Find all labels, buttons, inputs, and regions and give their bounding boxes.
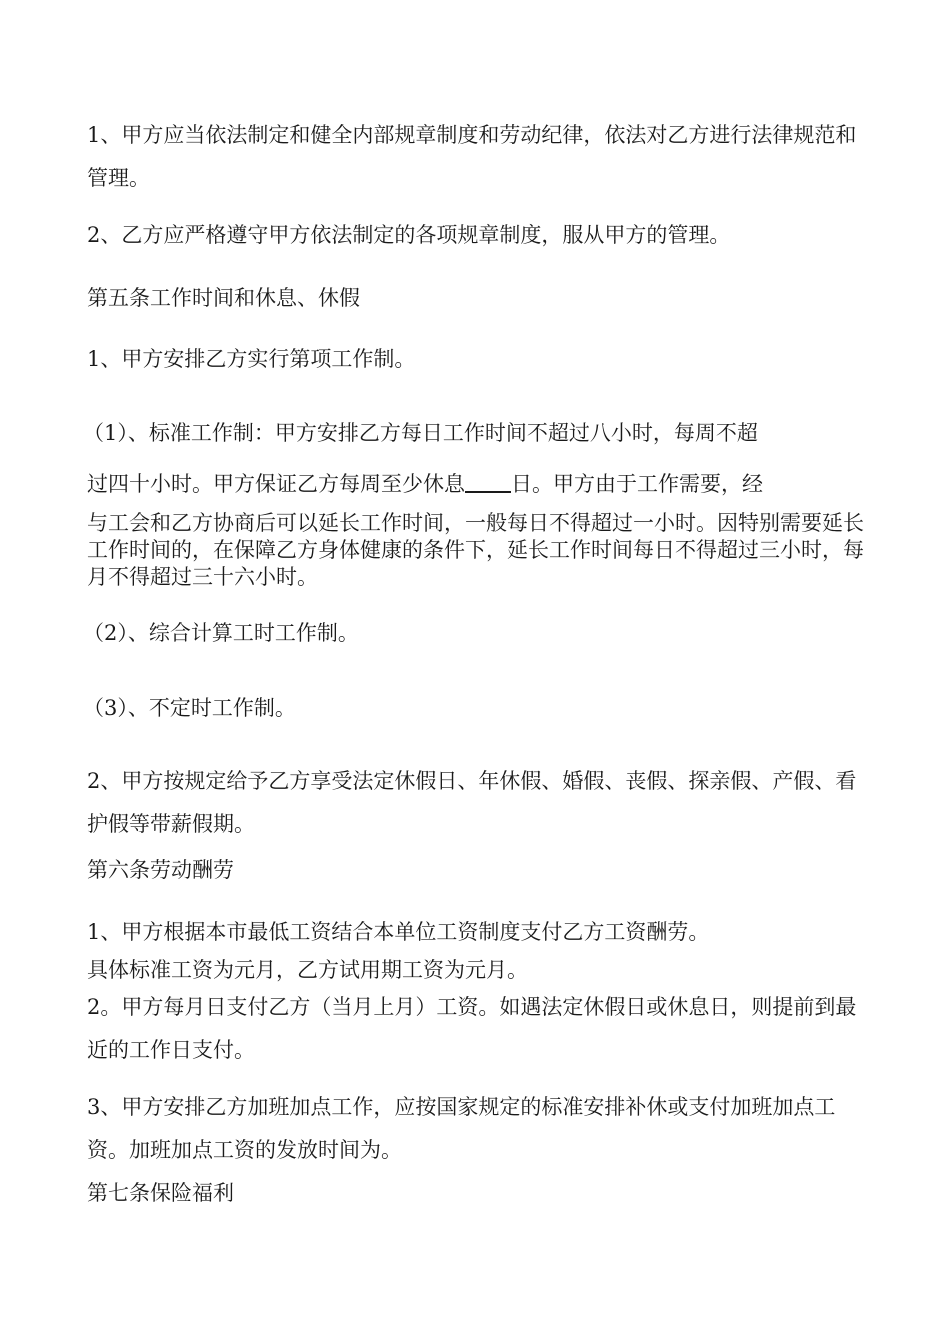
paragraph-comprehensive-hours: （2）、综合计算工时工作制。 <box>83 621 359 645</box>
paragraph-minimum-wage: 1、甲方根据本市最低工资结合本单位工资制度支付乙方工资酬劳。 <box>87 920 710 944</box>
paragraph-paid-leave: 2、甲方按规定给予乙方享受法定休假日、年休假、婚假、丧假、探亲假、产假、看护假等带薪假期。 <box>87 769 857 836</box>
rest-days-blank <box>465 469 511 493</box>
paragraph-work-system: 1、甲方安排乙方实行第项工作制。 <box>87 347 416 371</box>
paragraph-rules-employee: 2、乙方应严格遵守甲方依法制定的各项规章制度，服从甲方的管理。 <box>87 223 731 247</box>
paragraph-overtime-limits: 与工会和乙方协商后可以延长工作时间，一般每日不得超过一小时。因特别需要延长工作时间的，在保障乙方身体健康的条件下，延长工作时间每日不得超过三小时，每月不得超过三十六小时。 <box>87 511 864 589</box>
text-rest-prefix: 过四十小时。甲方保证乙方每周至少休息 <box>87 472 465 496</box>
section-heading-insurance: 第七条保险福利 <box>87 1181 234 1205</box>
paragraph-overtime-pay: 3、甲方安排乙方加班加点工作，应按国家规定的标准安排补休或支付加班加点工资。加班加点工资的发放时间为。 <box>87 1095 836 1162</box>
paragraph-standard-wage: 具体标准工资为元月，乙方试用期工资为元月。 <box>87 958 528 982</box>
section-heading-remuneration: 第六条劳动酬劳 <box>87 858 234 882</box>
paragraph-standard-hours-line1: （1）、标准工作制：甲方安排乙方每日工作时间不超过八小时，每周不超 <box>83 421 758 445</box>
paragraph-rules-employer: 1、甲方应当依法制定和健全内部规章制度和劳动纪律，依法对乙方进行法律规范和管理。 <box>87 123 857 190</box>
paragraph-payday: 2。甲方每月日支付乙方（当月上月）工资。如遇法定休假日或休息日，则提前到最近的工作日支付。 <box>87 995 857 1062</box>
paragraph-flexible-hours: （3）、不定时工作制。 <box>83 696 296 720</box>
section-heading-working-hours: 第五条工作时间和休息、休假 <box>87 286 360 310</box>
paragraph-standard-hours-line2 <box>87 463 877 506</box>
text-rest-suffix: 日。甲方由于工作需要，经 <box>511 472 763 496</box>
